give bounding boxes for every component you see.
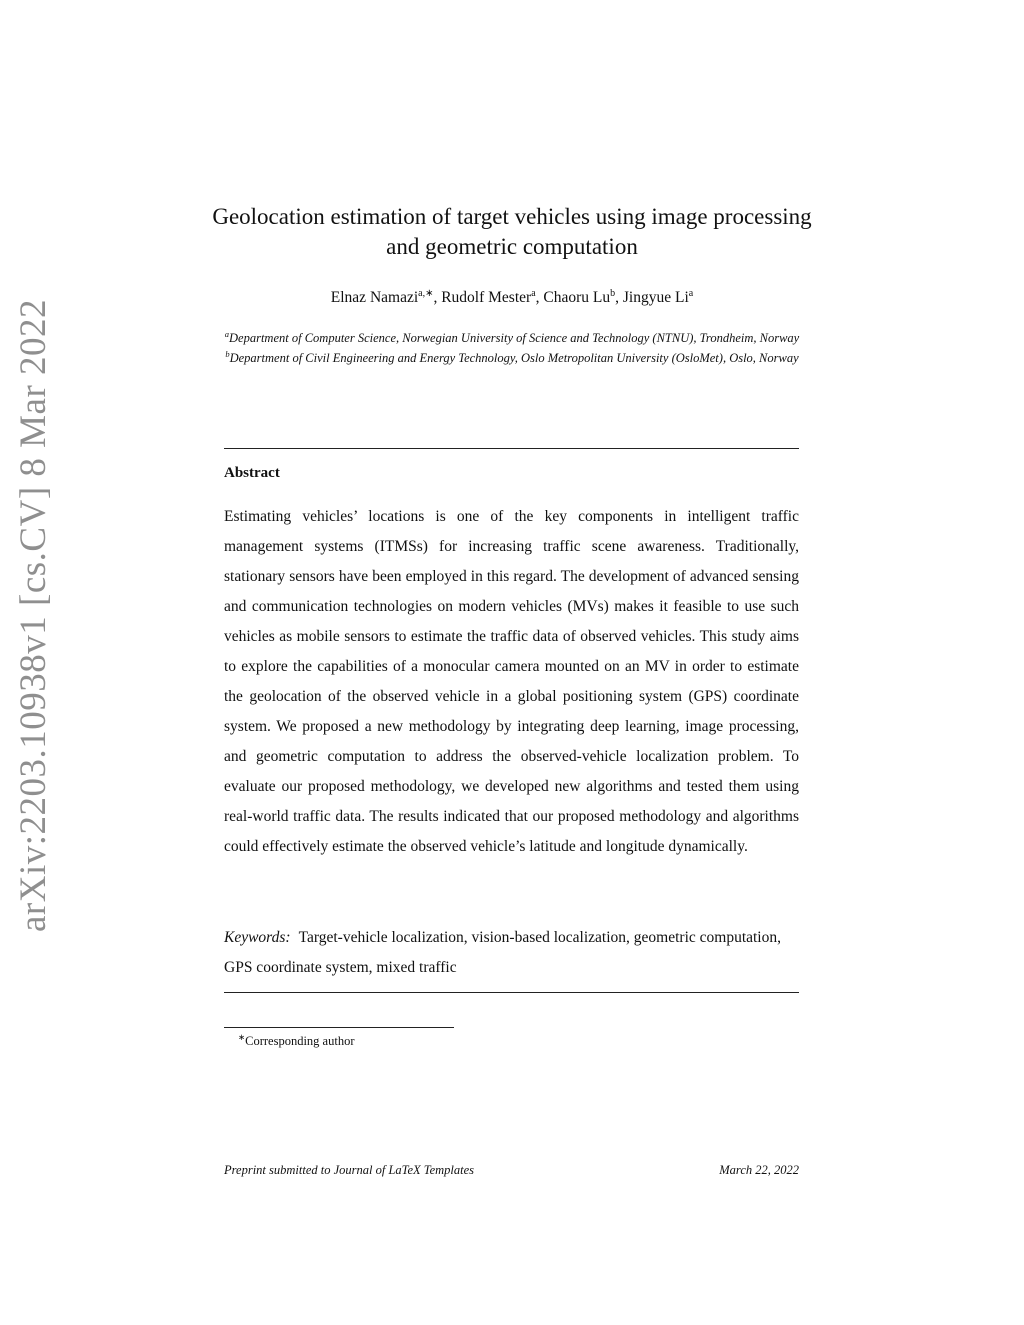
author-name: Jingyue Li [622,289,689,307]
author-affiliation-mark: b [610,288,616,299]
author-affiliation-mark: a [531,288,536,299]
author-name: Elnaz Namazi [330,289,419,307]
author-affiliation-mark: a,∗ [418,288,434,299]
paper-title: Geolocation estimation of target vehicles using image processing and geometric computation [212,204,812,259]
keywords-label: Keywords: [224,929,291,946]
preprint-date: March 22, 2022 [719,1163,799,1177]
keywords-text: Target-vehicle localization, vision-based localization, geometric computation, GPS coordinate system, mixed traffic [224,929,781,976]
affiliation-item [200,326,824,346]
affiliation-item [200,346,824,366]
keywords-block [224,923,799,983]
author-list: Elnaz Namazi$^{a,∗}$, Rudolf Mester$^a$, Chaoru Lu$^b$, Jingyue Li$^a$ [330,288,694,307]
affiliation-text: Department of Civil Engineering and Energy Technology, Oslo Metropolitan University (OsloMet), Oslo, Norway [229,351,799,366]
author-affiliation-mark: a [688,288,694,299]
abstract-bottom-rule [224,992,799,993]
preprint-journal-note: Preprint submitted to Journal of LaTeX Templates [224,1163,475,1177]
abstract-heading: Abstract [224,465,280,481]
footnote-text: Corresponding author [245,1034,355,1049]
arxiv-side-stamp: arXiv:2203.10938v1 [cs.CV] 8 Mar 2022 [13,298,54,932]
abstract-top-rule [224,448,799,449]
affiliation-mark: a [224,329,230,339]
author-name: Rudolf Mester [441,289,532,307]
abstract-body: Estimating vehicles’ locations is one of the key components in intelligent traffic management systems (ITMSs) for increasing traffic scene awareness. Traditionally, stationary sensors have been employed in this regard. The development of advanced sensing and communication technologies on modern vehicles (MVs) makes it feasible to use such vehicles as mobile sensors to estimate the traffic data of observed vehicles. This study aims to explore the capabilities of a monocular camera mounted on an MV in order to estimate the geolocation of the observed vehicle in a global positioning system (GPS) coordinate system. We proposed a new methodology by integrating deep learning, image processing, and geometric computation to address the observed-vehicle localization problem. To evaluate our proposed methodology, we developed new algorithms and tested them using real-world traffic data. The results indicated that our proposed methodology and algorithms could effectively estimate the observed vehicle’s latitude and longitude dynamically. [224,508,799,855]
footnote-mark: ∗ [238,1032,246,1042]
footnote-rule [224,1027,454,1028]
affiliation-mark: b [225,349,230,360]
footnote [238,1032,354,1049]
affiliation-text: Department of Computer Science, Norwegian University of Science and Technology (NTNU), Trondheim, Norway [229,331,800,346]
author-name: Chaoru Lu [543,289,611,307]
affiliation-list [200,326,824,366]
